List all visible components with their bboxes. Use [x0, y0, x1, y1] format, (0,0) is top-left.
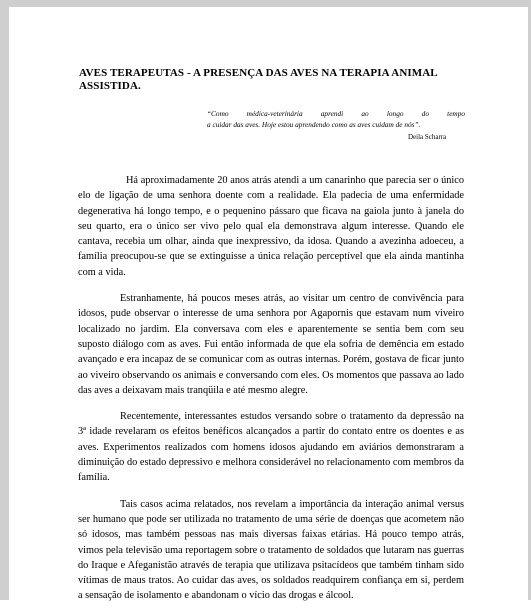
- epigraph-line-1: “Como médica-veterinária aprendi ao longo do tempo: [207, 109, 465, 118]
- document-body: [78, 173, 464, 615]
- paragraph: Tais casos acima relatados, nos revelam a importância da interação animal versus ser humano que pode ser utilizada no tratamento de uma série de doenças que acometem não só idosos, mas também pessoas nas mais diversas faixas etárias. Há pouco tempo atrás, vimos pela televisão uma reportagem sobre o tratamento de soldados que lutaram nas guerras do Iraque e Afeganistão através de terapia que utilizava psitacídeos que também tinham sido vítimas de maus tratos. Ao cuidar das aves, os soldados readquirem confiança em si, perdem a sensação de isolamento e abandonam o vício das drogas e álcool.: [78, 498, 464, 602]
- paragraph: Há aproximadamente 20 anos atrás atendi a um canarinho que parecia ser o único elo de ligação de uma senhora doente com a realidade. Ela padecia de uma enfermidade degenerativa há longo tempo, e o pequenino pássaro que ficava na gaiola junto à janela do seu quarto, era o único ser vivo pelo qual ela demonstrava algum interesse. Quando ele cantava, recebia um olhar, ainda que inexpressivo, da idosa. Quando a avezinha adoeceu, a família preocupou-se que se extinguisse a única relação perceptível que ela ainda mantinha com a vida.: [78, 175, 464, 278]
- epigraph-author: Deila Scharra: [408, 133, 447, 141]
- document-page: [9, 7, 528, 600]
- viewer-frame-left: [0, 0, 9, 600]
- document-title: AVES TERAPEUTAS - A PRESENÇA DAS AVES NA TERAPIA ANIMAL ASSISTIDA.: [79, 67, 438, 92]
- paragraph: Recentemente, interessantes estudos versando sobre o tratamento da depressão na 3ª idade revelaram os efeitos benéficos alcançados a partir do contato entre os doentes e as aves. Experimentos realizados com homens idosos ajudando em aviários demonstraram a diminuição do estado depressivo e melhora considerável no relacionamento com membros da família.: [78, 411, 464, 484]
- epigraph-line-2: a cuidar das aves. Hoje estou aprendendo como as aves cuidam de nós”.: [207, 119, 421, 129]
- paragraph: Estranhamente, há poucos meses atrás, ao visitar um centro de convivência para idosos, pude observar o interesse de uma senhora por Agapornis que estavam num viveiro localizado no jardim. Ela conversava com eles e aparentemente se sentia bem com seu suposto diálogo com as aves. Fui então informada de que ela sofria de demência em estado avançado e era incapaz de se comunicar com as outras internas. Porém, gostava de ficar junto ao viveiro observando os animais e conversando com eles. Os momentos que passava ao lado das aves a deixavam mais tranqüila e até mesmo alegre.: [78, 293, 464, 396]
- epigraph: [207, 109, 465, 130]
- viewer-frame-top: [0, 0, 531, 7]
